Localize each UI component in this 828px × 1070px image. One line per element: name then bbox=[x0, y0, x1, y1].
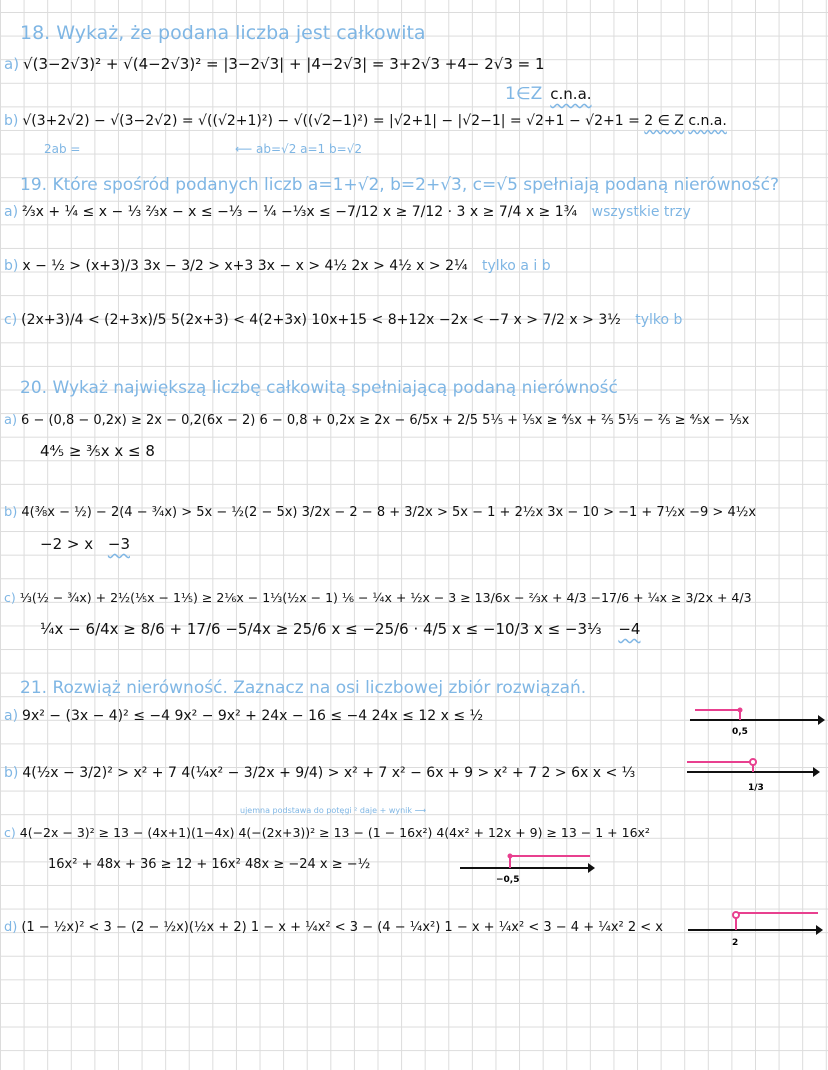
arrow-head-icon bbox=[588, 863, 595, 873]
task-20c-solution-1: ⅓(½ − ¾x) + 2½(⅕x − 1⅕) ≥ 2⅙x − 1⅓(½x − 1) ⅙ − ¼x + ½x − 3 ≥ 13/6x − ⅔x + 4/3 −17/6 + ¼x ≥ 3/2x + 4/3 bbox=[19, 590, 752, 605]
task-20b-solution-2: −2 > x bbox=[40, 535, 94, 553]
task-21a bbox=[4, 708, 483, 724]
task-19-title: 19. Które spośród podanych liczb a=1+√2, b=2+√3, c=√5 spełniają podaną nierówność? bbox=[20, 175, 779, 195]
task-19a-solution: ⅔x + ¼ ≤ x − ⅓ ⅔x − x ≤ −⅓ − ¼ −⅓x ≤ −7/12 x ≥ 7/12 · 3 x ≥ 7/4 x ≥ 1¾ bbox=[22, 204, 578, 220]
closed-point bbox=[508, 854, 513, 859]
task-18b-result: 2 ∈ Z bbox=[644, 113, 684, 129]
label-a: a) bbox=[4, 55, 20, 73]
task-19c bbox=[4, 312, 682, 328]
number-line-21b bbox=[685, 752, 825, 798]
label-b: b) bbox=[4, 113, 19, 129]
label-b: b) bbox=[4, 258, 19, 274]
label-a: a) bbox=[4, 413, 18, 428]
task-20c-line1 bbox=[4, 590, 752, 605]
task-20c-line2 bbox=[40, 620, 640, 638]
number-line-21c bbox=[460, 848, 600, 888]
label-a: a) bbox=[4, 708, 19, 724]
task-18b-solution: √(3+2√2) − √(3−2√2) = √((√2+1)²) − √((√2−1)²) = |√2+1| − |√2−1| = √2+1 − √2+1 = bbox=[22, 113, 640, 129]
task-20a-line1 bbox=[4, 413, 749, 428]
task-20-title: 20. Wykaż największą liczbę całkowitą spełniającą podaną nierówność bbox=[20, 378, 618, 398]
task-21d bbox=[4, 920, 663, 935]
solution-range bbox=[510, 856, 590, 868]
task-20a-solution-1: 6 − (0,8 − 0,2x) ≥ 2x − 0,2(6x − 2) 6 − 0,8 + 0,2x ≥ 2x − 6/5x + 2/5 5⅕ + ⅕x ≥ ⅘x + ⅖ 5⅕ − ⅖ ≥ ⅘x − ⅕x bbox=[21, 413, 750, 428]
label-d: d) bbox=[4, 920, 18, 935]
task-21b bbox=[4, 765, 635, 781]
task-18b bbox=[4, 113, 727, 129]
task-19b-answer: tylko a i b bbox=[482, 258, 551, 274]
task-20a-line2: 4⅘ ≥ ⅗x x ≤ 8 bbox=[40, 442, 155, 460]
axis-label: 2 bbox=[732, 938, 739, 948]
task-21b-solution: 4(½x − 3/2)² > x² + 7 4(¼x² − 3/2x + 9/4) > x² + 7 x² − 6x + 9 > x² + 7 2 > 6x x < ⅓ bbox=[22, 765, 636, 781]
solution-range bbox=[695, 710, 740, 720]
label-c: c) bbox=[4, 590, 16, 605]
task-21d-solution: (1 − ½x)² < 3 − (2 − ½x)(½x + 2) 1 − x + ¼x² < 3 − (4 − ¼x²) 1 − x + ¼x² < 3 − 4 + ¼x² 2 < x bbox=[21, 920, 663, 935]
label-b: b) bbox=[4, 505, 18, 520]
open-point bbox=[733, 912, 739, 918]
task-20c-answer: −4 bbox=[618, 620, 641, 638]
task-20b-line1 bbox=[4, 505, 756, 520]
task-18a-note: 1∈Z bbox=[505, 84, 543, 104]
task-18a-solution: √(3−2√3)² + √(4−2√3)² = |3−2√3| + |4−2√3| = 3+2√3 +4− 2√3 = 1 bbox=[23, 55, 545, 73]
arrow-head-icon bbox=[816, 925, 823, 935]
task-18a bbox=[4, 55, 545, 73]
task-19c-answer: tylko b bbox=[635, 312, 683, 328]
task-19c-solution: (2x+3)/4 < (2+3x)/5 5(2x+3) < 4(2+3x) 10x+15 < 8+12x −2x < −7 x > 7/2 x > 3½ bbox=[21, 312, 621, 328]
task-18a-cna: c.n.a. bbox=[550, 85, 592, 103]
task-20b-answer: −3 bbox=[107, 535, 130, 553]
label-a: a) bbox=[4, 204, 19, 220]
task-18a-conclusion bbox=[505, 84, 592, 104]
open-point bbox=[750, 759, 756, 765]
task-21-title: 21. Rozwiąż nierówność. Zaznacz na osi liczbowej zbiór rozwiązań. bbox=[20, 678, 587, 698]
task-18-title: 18. Wykaż, że podana liczba jest całkowita bbox=[20, 22, 426, 44]
closed-point bbox=[738, 708, 743, 713]
solution-range bbox=[687, 762, 753, 772]
task-21c-solution-1: 4(−2x − 3)² ≥ 13 − (4x+1)(1−4x) 4(−(2x+3))² ≥ 13 − (1 − 16x²) 4(4x² + 12x + 9) ≥ 13 − 1 + 16x² bbox=[19, 825, 650, 840]
axis-label: 1/3 bbox=[748, 783, 764, 793]
task-18b-note-2ab: 2ab = bbox=[44, 142, 81, 156]
task-20b-solution-1: 4(⅜x − ½) − 2(4 − ¾x) > 5x − ½(2 − 5x) 3/2x − 2 − 8 + 3/2x > 5x − 1 + 2½x 3x − 10 > −1 + 7½x −9 > 4½x bbox=[21, 505, 757, 520]
task-20b-line2 bbox=[40, 535, 130, 553]
task-19a-answer: wszystkie trzy bbox=[591, 204, 691, 220]
number-line-21a bbox=[690, 700, 825, 740]
task-18b-note-ab: ⟵ ab=√2 a=1 b=√2 bbox=[235, 142, 362, 156]
label-c: c) bbox=[4, 312, 18, 328]
task-21a-solution: 9x² − (3x − 4)² ≤ −4 9x² − 9x² + 24x − 16 ≤ −4 24x ≤ 12 x ≤ ½ bbox=[22, 708, 484, 724]
axis-label: −0,5 bbox=[496, 875, 520, 885]
label-b: b) bbox=[4, 765, 19, 781]
solution-range bbox=[736, 913, 818, 930]
axis-label: 0,5 bbox=[732, 727, 748, 737]
task-19b-solution: x − ½ > (x+3)/3 3x − 3/2 > x+3 3x − x > 4½ 2x > 4½ x > 2¼ bbox=[22, 258, 468, 274]
task-20c-solution-2: ¼x − 6/4x ≥ 8/6 + 17/6 −5/4x ≥ 25/6 x ≤ −25/6 · 4/5 x ≤ −10/3 x ≤ −3⅓ bbox=[40, 620, 602, 638]
label-c: c) bbox=[4, 825, 16, 840]
task-19a bbox=[4, 204, 691, 220]
arrow-head-icon bbox=[818, 715, 825, 725]
task-21c-note: ujemna podstawa do potęgi ² daje + wynik ⟶ bbox=[240, 806, 427, 815]
task-19b bbox=[4, 258, 551, 274]
number-line-21d bbox=[688, 905, 824, 949]
arrow-head-icon bbox=[813, 767, 820, 777]
task-21c-line2: 16x² + 48x + 36 ≥ 12 + 16x² 48x ≥ −24 x ≥ −½ bbox=[48, 857, 371, 872]
task-21c-line1 bbox=[4, 825, 650, 840]
task-18b-cna: c.n.a. bbox=[688, 113, 727, 129]
